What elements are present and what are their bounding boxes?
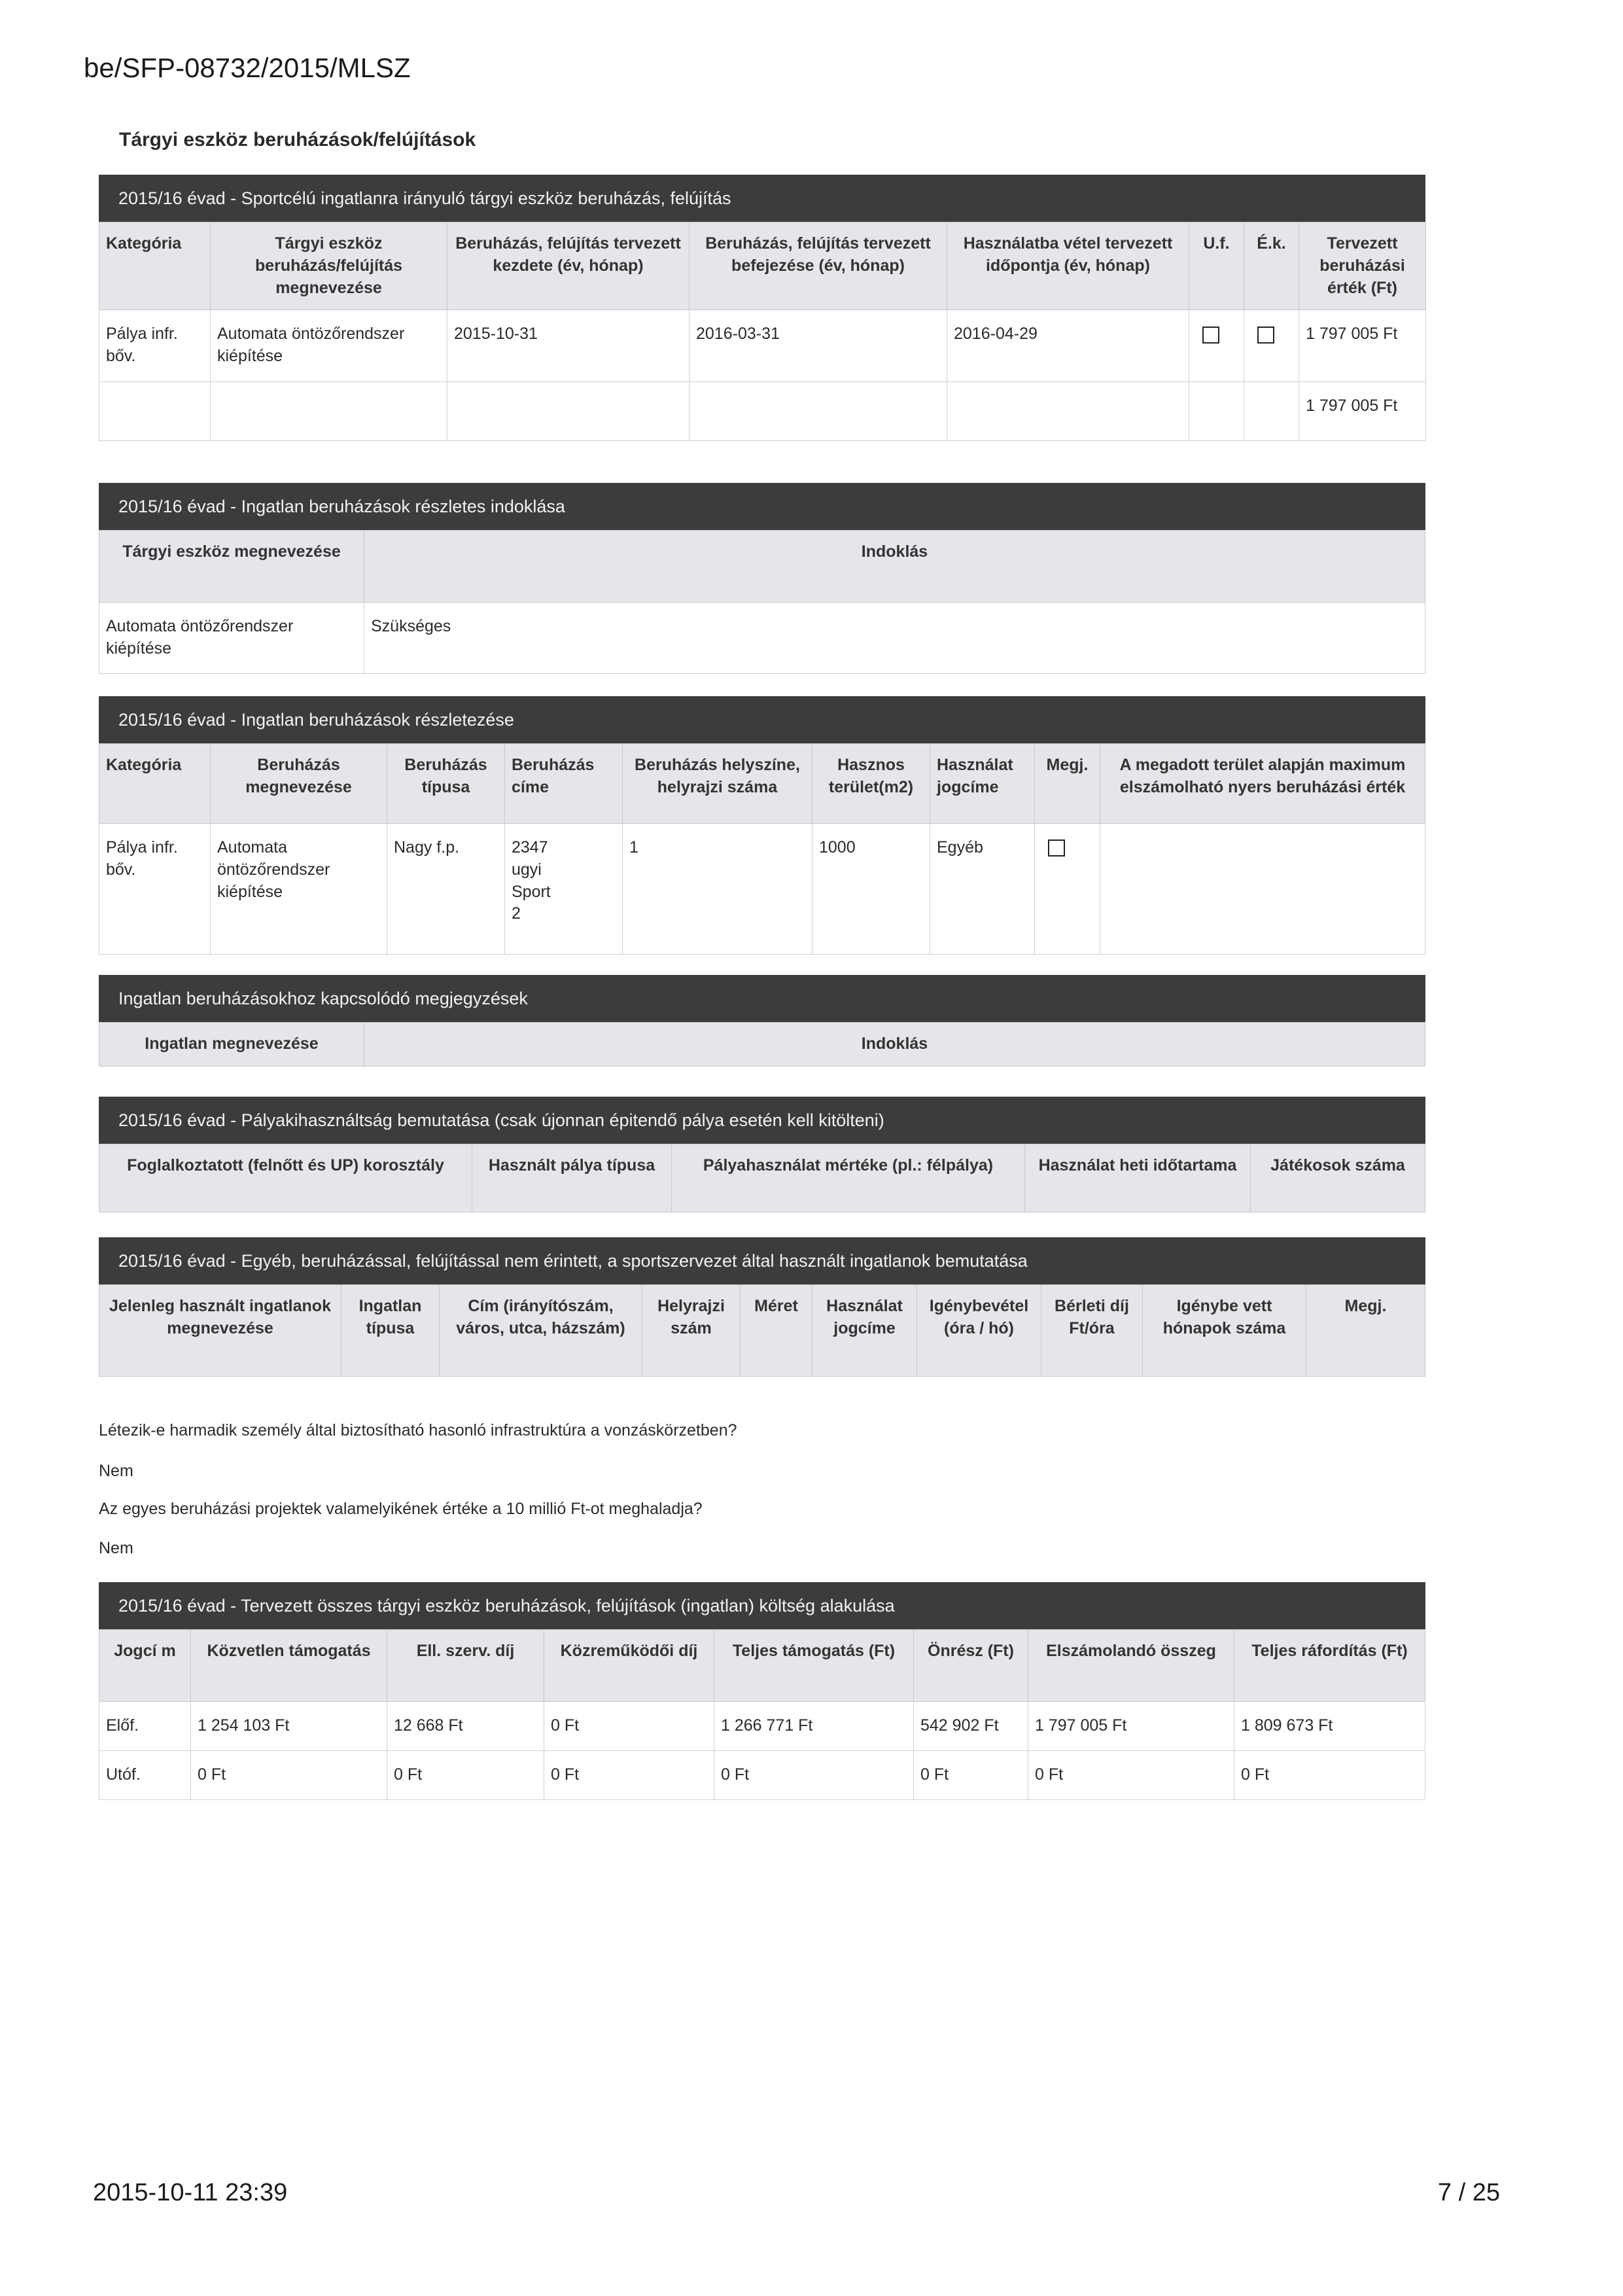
cell: 0 Ft	[544, 1750, 714, 1799]
asset-investment-table	[99, 222, 1426, 441]
answer-2: Nem	[99, 1539, 133, 1557]
section-property-details	[99, 696, 1425, 955]
col-header: Beruházás címe	[505, 744, 623, 824]
col-header: Megj.	[1306, 1285, 1425, 1377]
col-header: Önrész (Ft)	[914, 1630, 1028, 1702]
section-bar: Ingatlan beruházásokhoz kapcsolódó megjegyzések	[99, 975, 1425, 1022]
col-header: Foglalkoztatott (felnőtt és UP) korosztály	[99, 1144, 472, 1212]
col-header: Teljes ráfordítás (Ft)	[1234, 1630, 1425, 1702]
cell-name: Automata öntözőrendszer kiépítése	[99, 603, 364, 674]
cell: 0 Ft	[1234, 1750, 1425, 1799]
ek-checkbox[interactable]	[1257, 327, 1274, 344]
cell: 1 254 103 Ft	[191, 1702, 387, 1751]
col-header: Használt pálya típusa	[472, 1144, 672, 1212]
col-header: Hasznos terület(m2)	[812, 744, 930, 824]
table-row	[99, 1702, 1425, 1751]
cell-location: 1	[623, 824, 812, 955]
table-row	[99, 603, 1425, 674]
section-bar: 2015/16 évad - Tervezett összes tárgyi eszköz beruházások, felújítások (ingatlan) költség alakulása	[99, 1582, 1425, 1629]
section-asset-investment	[99, 175, 1425, 441]
cell-name: Automata öntözőrendszer kiépítése	[211, 310, 447, 382]
cell: Előf.	[99, 1702, 191, 1751]
answer-1: Nem	[99, 1462, 133, 1480]
question-2: Az egyes beruházási projektek valamelyikének értéke a 10 millió Ft-ot meghaladja?	[99, 1500, 703, 1518]
col-header: Indoklás	[364, 531, 1425, 603]
col-header: Teljes támogatás (Ft)	[714, 1630, 914, 1702]
col-header: Beruházás megnevezése	[211, 744, 387, 824]
col-header: Játékosok száma	[1251, 1144, 1425, 1212]
col-header: Használatba vétel tervezett időpontja (év, hónap)	[947, 222, 1189, 310]
cost-summary-table	[99, 1629, 1425, 1800]
col-header: Beruházás helyszíne, helyrajzi száma	[623, 744, 812, 824]
question-1: Létezik-e harmadik személy által biztosítható hasonló infrastruktúra a vonzáskörzetben?	[99, 1421, 737, 1439]
col-header: Ell. szerv. díj	[387, 1630, 544, 1702]
col-header: Bérleti díj Ft/óra	[1041, 1285, 1143, 1377]
footer-page-number: 7 / 25	[1437, 2179, 1500, 2206]
cell-address: 2347 ugyi Sport 2	[505, 824, 623, 955]
cell: 0 Ft	[1028, 1750, 1234, 1799]
cell-justification: Szükséges	[364, 603, 1425, 674]
cell: 0 Ft	[714, 1750, 914, 1799]
col-header: Használat jogcíme	[812, 1285, 917, 1377]
uf-checkbox[interactable]	[1202, 327, 1219, 344]
col-header: Tárgyi eszköz beruházás/felújítás megnevezése	[211, 222, 447, 310]
section-bar: 2015/16 évad - Egyéb, beruházással, felújítással nem érintett, a sportszervezet által használt ingatlanok bemutatása	[99, 1237, 1425, 1284]
section-cost-summary	[99, 1582, 1425, 1800]
col-header: Használat jogcíme	[930, 744, 1035, 824]
col-header: Jelenleg használt ingatlanok megnevezése	[99, 1285, 341, 1377]
cell: 1 809 673 Ft	[1234, 1702, 1425, 1751]
col-header: Tervezett beruházási érték (Ft)	[1299, 222, 1426, 310]
col-header: Helyrajzi szám	[642, 1285, 741, 1377]
col-header: Ingatlan típusa	[341, 1285, 440, 1377]
col-header: Közreműködői díj	[544, 1630, 714, 1702]
col-header: Beruházás, felújítás tervezett befejezése (év, hónap)	[689, 222, 947, 310]
cell: 0 Ft	[191, 1750, 387, 1799]
justification-table	[99, 530, 1425, 674]
col-header: Igénybe vett hónapok száma	[1143, 1285, 1306, 1377]
cell-note	[1035, 824, 1100, 955]
cell-legal-basis: Egyéb	[930, 824, 1035, 955]
col-header: Tárgyi eszköz megnevezése	[99, 531, 364, 603]
col-header: A megadott terület alapján maximum elszámolható nyers beruházási érték	[1100, 744, 1425, 824]
cell: 0 Ft	[914, 1750, 1028, 1799]
col-header: Pályahasználat mértéke (pl.: félpálya)	[672, 1144, 1025, 1212]
note-checkbox[interactable]	[1048, 839, 1065, 857]
cell-ek	[1244, 310, 1299, 382]
cell-max-value	[1100, 824, 1425, 955]
col-header: Használat heti időtartama	[1025, 1144, 1251, 1212]
section-other-properties	[99, 1237, 1425, 1377]
document-id: be/SFP-08732/2015/MLSZ	[84, 52, 411, 83]
cell: 0 Ft	[387, 1750, 544, 1799]
col-header: Kategória	[99, 744, 211, 824]
section-bar: 2015/16 évad - Ingatlan beruházások részletes indoklása	[99, 483, 1425, 530]
col-header: É.k.	[1244, 222, 1299, 310]
cell-type: Nagy f.p.	[387, 824, 505, 955]
table-row	[99, 310, 1426, 382]
cell-uf	[1189, 310, 1244, 382]
cell-category: Pálya infr. bőv.	[99, 310, 211, 382]
section-justification	[99, 483, 1425, 674]
col-header: Közvetlen támogatás	[191, 1630, 387, 1702]
cell-area: 1000	[812, 824, 930, 955]
col-header: Megj.	[1035, 744, 1100, 824]
col-header: U.f.	[1189, 222, 1244, 310]
cell-value: 1 797 005 Ft	[1299, 310, 1426, 382]
section-bar: 2015/16 évad - Pályakihasználtság bemutatása (csak újonnan épitendő pálya esetén kell kitölteni)	[99, 1097, 1425, 1144]
table-row	[99, 824, 1425, 955]
col-header: Cím (irányítószám, város, utca, házszám)	[440, 1285, 642, 1377]
col-header: Igénybevétel (óra / hó)	[917, 1285, 1041, 1377]
col-header: Jogcí m	[99, 1630, 191, 1702]
cell-total: 1 797 005 Ft	[1299, 382, 1426, 441]
footer-timestamp: 2015-10-11 23:39	[93, 2179, 288, 2206]
cell-name: Automata öntözőrendszer kiépítése	[211, 824, 387, 955]
col-header: Méret	[741, 1285, 812, 1377]
col-header: Kategória	[99, 222, 211, 310]
col-header: Indoklás	[364, 1023, 1425, 1067]
cell: Utóf.	[99, 1750, 191, 1799]
pitch-usage-table	[99, 1144, 1425, 1212]
cell-category: Pálya infr. bőv.	[99, 824, 211, 955]
col-header: Ingatlan megnevezése	[99, 1023, 364, 1067]
page-title: Tárgyi eszköz beruházások/felújítások	[119, 129, 476, 150]
cell: 0 Ft	[544, 1702, 714, 1751]
col-header: Beruházás típusa	[387, 744, 505, 824]
table-row	[99, 1750, 1425, 1799]
section-property-notes	[99, 975, 1425, 1067]
cell: 1 266 771 Ft	[714, 1702, 914, 1751]
cell-end: 2016-03-31	[689, 310, 947, 382]
property-notes-table	[99, 1022, 1425, 1067]
cell-use-date: 2016-04-29	[947, 310, 1189, 382]
cell: 1 797 005 Ft	[1028, 1702, 1234, 1751]
cell-start: 2015-10-31	[447, 310, 689, 382]
col-header: Elszámolandó összeg	[1028, 1630, 1234, 1702]
cell: 542 902 Ft	[914, 1702, 1028, 1751]
total-row	[99, 382, 1426, 441]
section-bar: 2015/16 évad - Sportcélú ingatlanra irányuló tárgyi eszköz beruházás, felújítás	[99, 175, 1425, 222]
property-details-table	[99, 743, 1425, 955]
other-properties-table	[99, 1284, 1425, 1377]
section-pitch-usage	[99, 1097, 1425, 1212]
cell: 12 668 Ft	[387, 1702, 544, 1751]
col-header: Beruházás, felújítás tervezett kezdete (év, hónap)	[447, 222, 689, 310]
section-bar: 2015/16 évad - Ingatlan beruházások részletezése	[99, 696, 1425, 743]
